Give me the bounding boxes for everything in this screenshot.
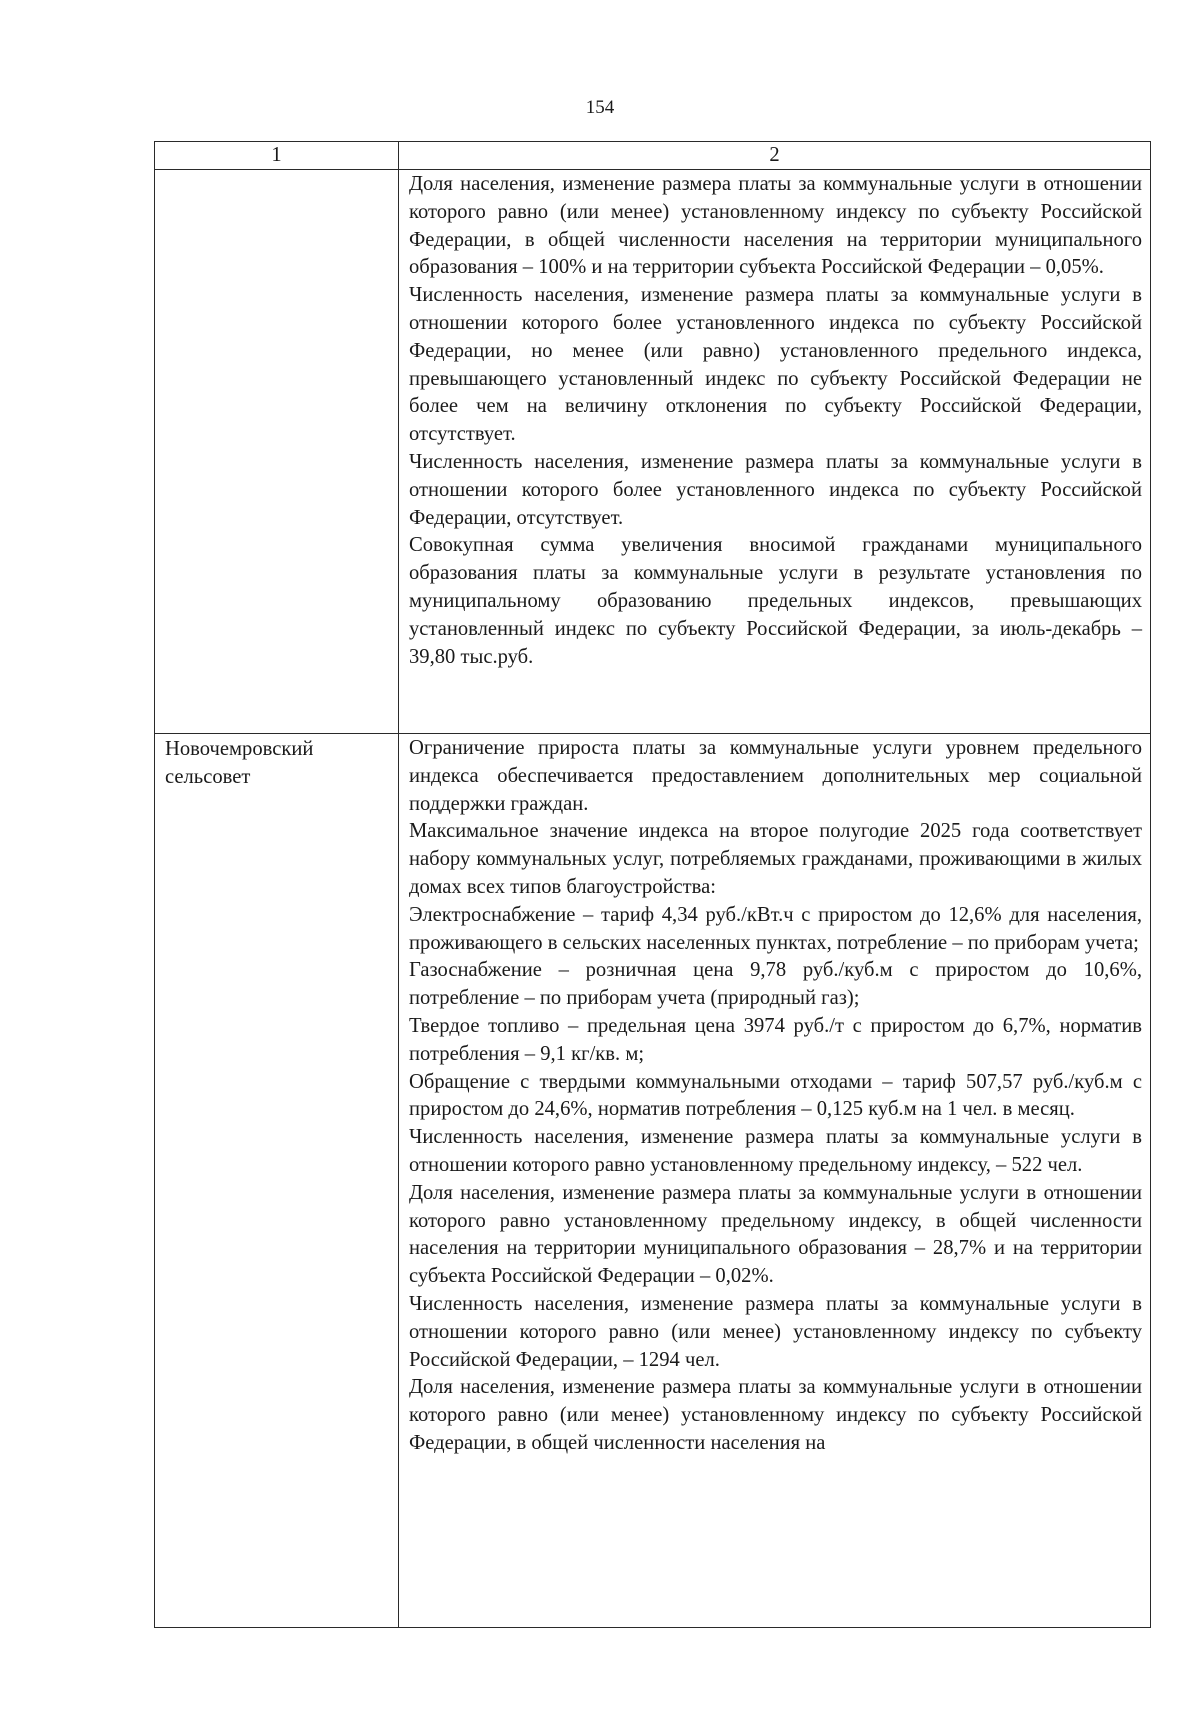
column-header-2: 2: [399, 142, 1151, 170]
municipality-cell: [155, 170, 399, 734]
paragraph: Численность населения, изменение размера платы за коммунальные услуги в отношении которого равно (или менее) установленному индексу по субъекту Российской Федерации, – 1294 чел.: [409, 1292, 1142, 1371]
paragraph: Совокупная сумма увеличения вносимой гражданами муниципального образования платы за коммунальные услуги в результате установления по муниципальному образованию предельных индексов, превышающих установленный индекс по субъекту Российской Федерации, за июль-декабрь – 39,80 тыс.руб.: [409, 534, 1142, 668]
paragraph: Ограничение прироста платы за коммунальные услуги уровнем предельного индекса обеспечивается предоставлением дополнительных мер социальной поддержки граждан.: [409, 737, 1142, 815]
paragraph: Электроснабжение – тариф 4,34 руб./кВт.ч с приростом до 12,6% для населения, проживающего в сельских населенных пунктах, потребление – по приборам учета;: [409, 903, 1142, 954]
paragraph: Численность населения, изменение размера платы за коммунальные услуги в отношении которого более установленного индекса по субъекту Российской Федерации, отсутствует.: [409, 450, 1142, 529]
paragraph: Газоснабжение – розничная цена 9,78 руб./куб.м с приростом до 10,6%, потребление – по приборам учета (природный газ);: [409, 959, 1142, 1010]
description-cell: [399, 170, 1151, 734]
paragraph: Максимальное значение индекса на второе полугодие 2025 года соответствует набору коммунальных услуг, потребляемых гражданами, проживающими в жилых домах всех типов благоустройства:: [409, 820, 1142, 898]
paragraph: Обращение с твердыми коммунальными отходами – тариф 507,57 руб./куб.м с приростом до 24,6%, норматив потребления – 0,125 куб.м на 1 чел. в месяц.: [409, 1070, 1142, 1121]
table-header-row: [155, 142, 1151, 170]
description-cell: [399, 734, 1151, 1628]
paragraph: Численность населения, изменение размера платы за коммунальные услуги в отношении которого более установленного индекса по субъекту Российской Федерации, но менее (или равно) установленного предельного индекса, превышающего установленный индекс по субъекту Российской Федерации не более чем на величину отклонения по субъекту Российской Федерации, отсутствует.: [409, 284, 1142, 446]
paragraph: Доля населения, изменение размера платы за коммунальные услуги в отношении которого равно установленному предельному индексу, в общей численности населения на территории муниципального образования – 28,7% и на территории субъекта Российской Федерации – 0,02%.: [409, 1181, 1142, 1288]
column-header-1: 1: [155, 142, 399, 170]
municipality-cell: Новочемровский сельсовет: [155, 734, 399, 1628]
table-row: [155, 734, 1151, 1628]
data-table: [154, 141, 1151, 1628]
page-number: 154: [585, 97, 615, 118]
table-row: [155, 170, 1151, 734]
paragraph: Доля населения, изменение размера платы за коммунальные услуги в отношении которого равно (или менее) установленному индексу по субъекту Российской Федерации, в общей численности населения на территории муниципального образования – 100% и на территории субъекта Российской Федерации – 0,05%.: [409, 173, 1142, 279]
paragraph: Доля населения, изменение размера платы за коммунальные услуги в отношении которого равно (или менее) установленному индексу по субъекту Российской Федерации, в общей численности населения на: [409, 1376, 1142, 1454]
paragraph: Твердое топливо – предельная цена 3974 руб./т с приростом до 6,7%, норматив потребления – 9,1 кг/кв. м;: [409, 1014, 1142, 1065]
paragraph: Численность населения, изменение размера платы за коммунальные услуги в отношении которого равно установленному предельному индексу, – 522 чел.: [409, 1126, 1142, 1176]
